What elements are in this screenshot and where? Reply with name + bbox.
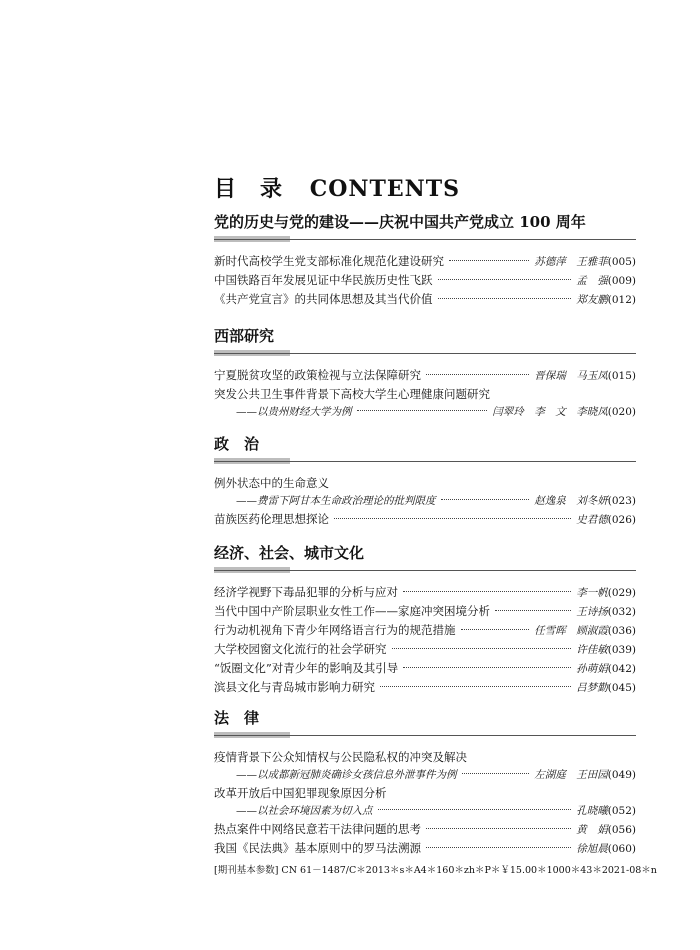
- entry-page: (032): [607, 606, 636, 618]
- entry-page: (036): [607, 625, 636, 637]
- entry-authors: 晋保瑞 马玉凤: [534, 370, 608, 382]
- dot-leader: [441, 499, 530, 500]
- toc-entry[interactable]: [214, 839, 636, 858]
- toc-entry-subtitle[interactable]: [214, 492, 636, 510]
- entry-title: 大学校园窗文化流行的社会学研究: [214, 642, 387, 656]
- entry-page: (015): [607, 370, 636, 382]
- entry-page: (052): [607, 805, 636, 817]
- toc-title: [214, 172, 460, 203]
- entry-title: ——以贵州财经大学为例: [236, 406, 352, 418]
- toc-entry[interactable]: [214, 474, 636, 492]
- toc-title-en: CONTENTS: [309, 176, 460, 202]
- toc-entry[interactable]: [214, 678, 636, 697]
- entry-page: (045): [607, 682, 636, 694]
- entry-authors: 许佳敏: [576, 644, 608, 656]
- toc-entry[interactable]: [214, 252, 636, 271]
- entry-list: [214, 748, 636, 858]
- entry-title: 热点案件中网络民意若干法律问题的思考: [214, 822, 421, 836]
- entry-page: (026): [607, 514, 636, 526]
- section-heading: 法 律: [214, 709, 260, 727]
- entry-title: 经济学视野下毒品犯罪的分析与应对: [214, 585, 398, 599]
- entry-title: “饭圈文化”对青少年的影响及其引导: [214, 661, 399, 675]
- toc-section: [214, 434, 636, 529]
- dot-leader: [403, 591, 571, 592]
- entry-authors: 任雪晖 顾淑霞: [534, 625, 608, 637]
- dot-leader: [378, 809, 572, 810]
- toc-entry[interactable]: [214, 621, 636, 640]
- dot-leader: [380, 686, 571, 687]
- dot-leader: [495, 610, 571, 611]
- section-divider: [214, 458, 636, 464]
- section-divider: [214, 732, 636, 738]
- entry-list: [214, 252, 636, 309]
- entry-title: 例外状态中的生命意义: [214, 476, 329, 490]
- entry-page: (012): [607, 294, 636, 306]
- toc-entry[interactable]: [214, 784, 636, 802]
- entry-title: 《共产党宣言》的共同体思想及其当代价值: [214, 292, 433, 306]
- dot-leader: [426, 374, 529, 375]
- toc-section: [214, 708, 636, 858]
- section-divider: [214, 567, 636, 573]
- entry-list: [214, 474, 636, 529]
- entry-title: 当代中国中产阶层职业女性工作——家庭冲突困境分析: [214, 604, 490, 618]
- entry-title: 苗族医药伦理思想探论: [214, 512, 329, 526]
- entry-page: (029): [607, 587, 636, 599]
- toc-section: [214, 326, 636, 421]
- entry-title: 我国《民法典》基本原则中的罗马法溯源: [214, 841, 421, 855]
- toc-entry-subtitle[interactable]: [214, 802, 636, 820]
- entry-list: [214, 366, 636, 421]
- dot-leader: [449, 260, 529, 261]
- toc-entry[interactable]: [214, 820, 636, 839]
- entry-authors: 赵逸泉 刘冬妍: [534, 495, 608, 507]
- entry-authors: 孙萌娟: [576, 663, 608, 675]
- section-heading: 西部研究: [214, 327, 275, 345]
- entry-page: (020): [607, 406, 636, 418]
- entry-title: 疫情背景下公众知情权与公民隐私权的冲突及解决: [214, 750, 467, 764]
- entry-page: (009): [607, 275, 636, 287]
- entry-page: (056): [607, 824, 636, 836]
- entry-authors: 王诗扬: [576, 606, 608, 618]
- toc-entry[interactable]: [214, 640, 636, 659]
- journal-parameters: [期刊基本参数] CN 61－1487/C＊2013＊s＊A4＊160＊zh＊P＊￥15.00＊1000＊43＊2021-08＊n: [214, 865, 657, 876]
- dot-leader: [357, 410, 488, 411]
- section-divider: [214, 350, 636, 356]
- toc-entry[interactable]: [214, 583, 636, 602]
- entry-page: (042): [607, 663, 636, 675]
- entry-authors: 郑友鹏: [576, 294, 608, 306]
- entry-title: 改革开放后中国犯罪现象原因分析: [214, 786, 387, 800]
- section-heading: 政 治: [214, 435, 260, 453]
- entry-page: (049): [607, 769, 636, 781]
- entry-title: 突发公共卫生事件背景下高校大学生心理健康问题研究: [214, 387, 490, 401]
- dot-leader: [438, 279, 572, 280]
- toc-entry-subtitle[interactable]: [214, 403, 636, 421]
- toc-section: [214, 212, 636, 309]
- toc-entry[interactable]: [214, 659, 636, 678]
- entry-authors: 徐旭晨: [576, 843, 608, 855]
- entry-page: (039): [607, 644, 636, 656]
- entry-title: 中国铁路百年发展见证中华民族历史性飞跃: [214, 273, 433, 287]
- entry-title: 行为动机视角下青少年网络语言行为的规范措施: [214, 623, 456, 637]
- dot-leader: [438, 298, 572, 299]
- entry-title: ——以成都新冠肺炎确诊女孩信息外泄事件为例: [236, 769, 457, 781]
- entry-title: 新时代高校学生党支部标准化规范化建设研究: [214, 254, 444, 268]
- entry-authors: 苏德萍 王雅菲: [534, 256, 608, 268]
- dot-leader: [462, 773, 530, 774]
- entry-authors: 黄 娟: [576, 824, 608, 836]
- entry-page: (060): [607, 843, 636, 855]
- toc-entry[interactable]: [214, 271, 636, 290]
- entry-title: 滨县文化与青岛城市影响力研究: [214, 680, 375, 694]
- entry-list: [214, 583, 636, 697]
- dot-leader: [334, 518, 571, 519]
- dot-leader: [392, 648, 572, 649]
- section-heading: 党的历史与党的建设——庆祝中国共产党成立 100 周年: [214, 213, 586, 231]
- entry-authors: 李一帆: [576, 587, 608, 599]
- section-divider: [214, 236, 636, 242]
- toc-entry[interactable]: [214, 510, 636, 529]
- entry-title: 宁夏脱贫攻坚的政策检视与立法保障研究: [214, 368, 421, 382]
- entry-page: (005): [607, 256, 636, 268]
- entry-authors: 左湖庭 王田园: [534, 769, 608, 781]
- dot-leader: [426, 847, 571, 848]
- toc-entry-subtitle[interactable]: [214, 766, 636, 784]
- toc-entry[interactable]: [214, 385, 636, 403]
- toc-entry[interactable]: [214, 602, 636, 621]
- dot-leader: [426, 828, 571, 829]
- entry-authors: 闫翠玲 李 文 李晓凤: [492, 406, 608, 418]
- toc-section: [214, 543, 636, 697]
- entry-authors: 孔晓曦: [576, 805, 608, 817]
- entry-title: ——费雷下阿甘本生命政治理论的批判限度: [236, 495, 436, 507]
- entry-title: ——以社会环境因素为切入点: [236, 805, 373, 817]
- toc-entry[interactable]: [214, 290, 636, 309]
- dot-leader: [461, 629, 530, 630]
- section-heading: 经济、社会、城市文化: [214, 544, 365, 562]
- entry-authors: 史君德: [576, 514, 608, 526]
- entry-authors: 孟 强: [576, 275, 608, 287]
- dot-leader: [403, 667, 571, 668]
- toc-title-cn: 目 录: [214, 176, 284, 202]
- toc-entry[interactable]: [214, 748, 636, 766]
- entry-page: (023): [607, 495, 636, 507]
- entry-authors: 吕梦勤: [576, 682, 608, 694]
- toc-entry[interactable]: [214, 366, 636, 385]
